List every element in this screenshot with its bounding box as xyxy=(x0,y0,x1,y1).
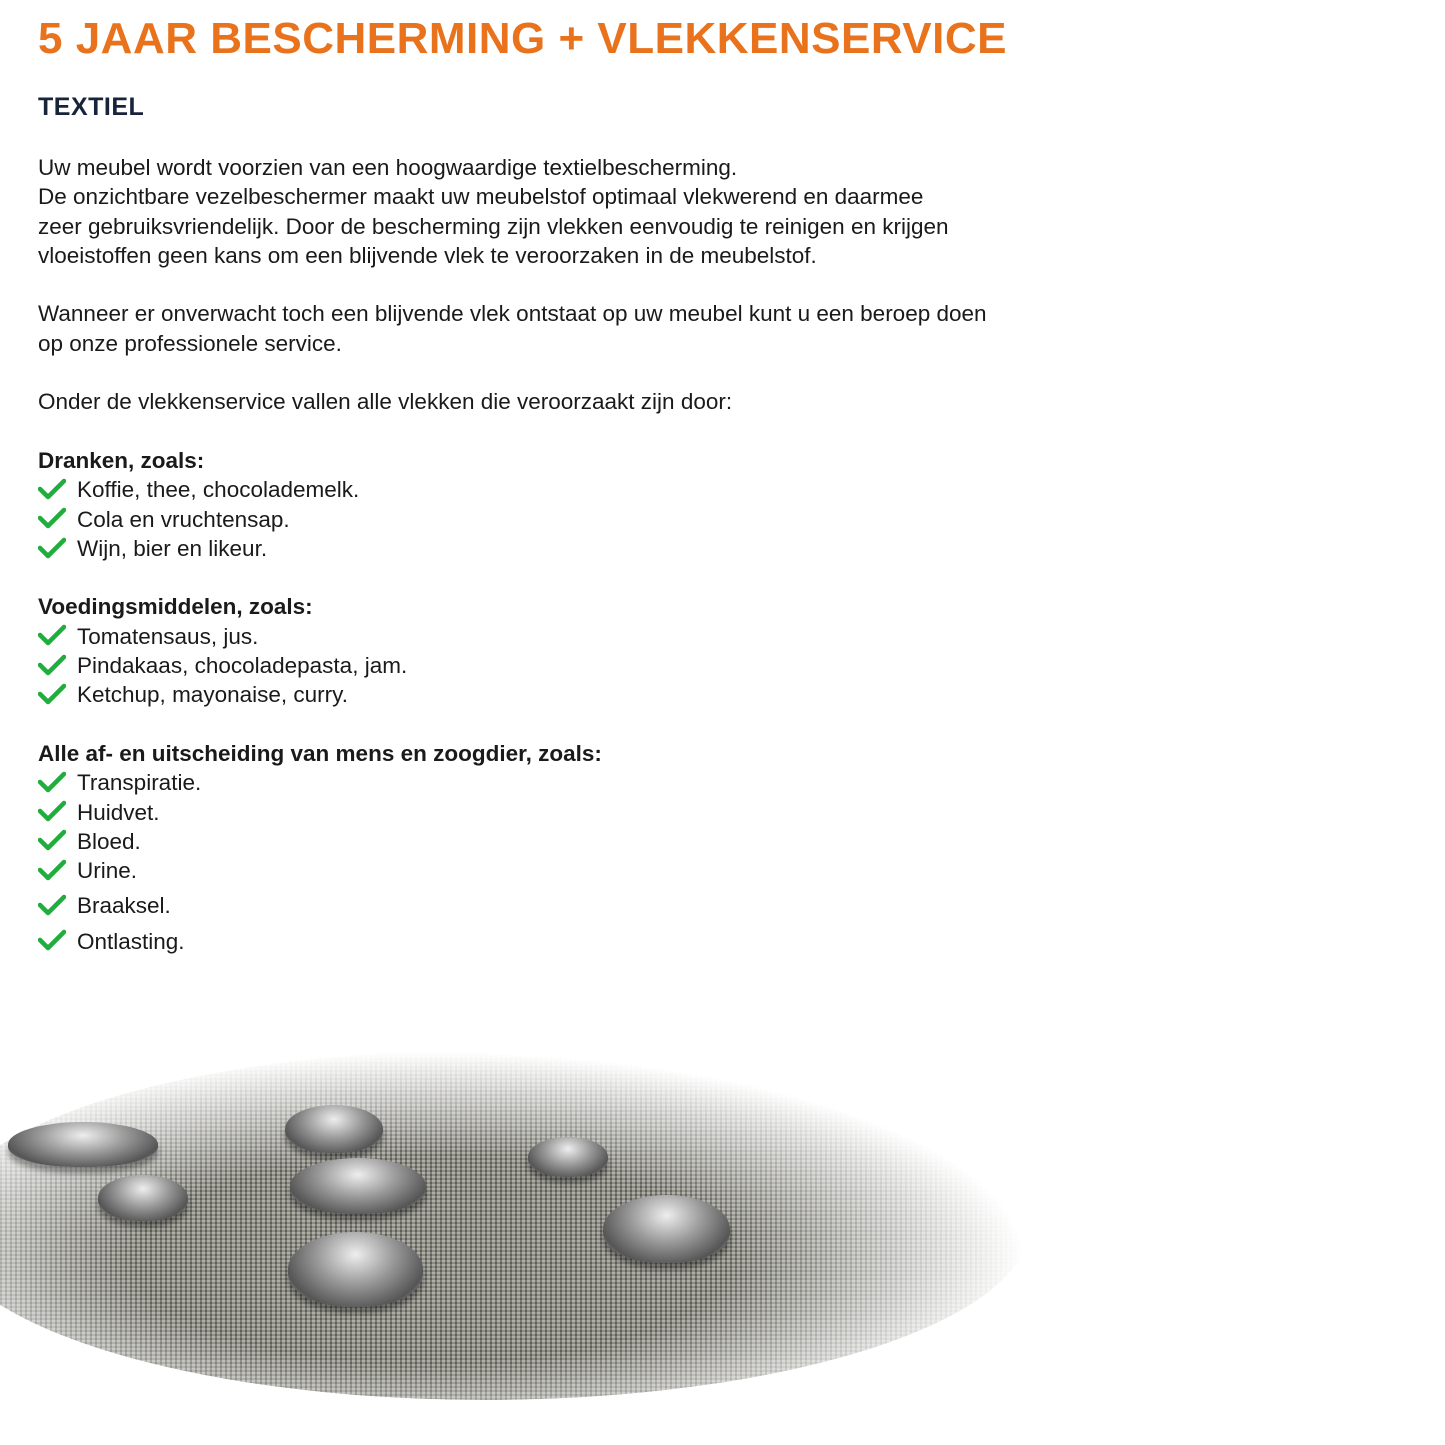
check-icon xyxy=(38,829,77,853)
section-heading: Voedingsmiddelen, zoals: xyxy=(38,594,313,620)
list-item-text: Cola en vruchtensap. xyxy=(77,506,290,532)
water-drop xyxy=(98,1175,188,1221)
section-subtitle: TEXTIEL xyxy=(38,93,145,121)
list-item xyxy=(38,827,987,856)
list-item xyxy=(38,891,987,920)
list-item xyxy=(38,505,987,534)
check-icon xyxy=(38,478,77,502)
check-icon xyxy=(38,654,77,678)
check-icon xyxy=(38,894,77,918)
water-drop xyxy=(290,1158,426,1214)
check-icon xyxy=(38,800,77,824)
section-heading: Alle af- en uitscheiding van mens en zoogdier, zoals: xyxy=(38,740,602,766)
water-drop xyxy=(8,1122,158,1167)
paragraph-line: op onze professionele service. xyxy=(38,330,342,356)
list-item xyxy=(38,622,987,651)
water-drop xyxy=(288,1232,423,1307)
list-item-text: Huidvet. xyxy=(77,799,160,825)
page-title: 5 JAAR BESCHERMING + VLEKKENSERVICE xyxy=(38,14,1007,63)
paragraph-line: zeer gebruiksvriendelijk. Door de bescherming zijn vlekken eenvoudig te reinigen en krijgen xyxy=(38,213,949,239)
list-item-text: Ontlasting. xyxy=(77,928,185,954)
list-item xyxy=(38,680,987,709)
list-item xyxy=(38,856,987,885)
water-drop xyxy=(528,1137,608,1177)
water-drop xyxy=(285,1105,383,1153)
document-body xyxy=(38,153,987,985)
list-item-text: Ketchup, mayonaise, curry. xyxy=(77,682,348,708)
list-item-text: Pindakaas, chocoladepasta, jam. xyxy=(77,653,408,679)
list-item-text: Koffie, thee, chocolademelk. xyxy=(77,477,360,503)
check-icon xyxy=(38,537,77,561)
paragraph-line: Onder de vlekkenservice vallen alle vlekken die veroorzaakt zijn door: xyxy=(38,389,733,415)
paragraph-line: Uw meubel wordt voorzien van een hoogwaardige textielbescherming. xyxy=(38,155,738,180)
list-item-text: Tomatensaus, jus. xyxy=(77,623,259,649)
list-item-text: Urine. xyxy=(77,858,138,884)
paragraph-line: vloeistoffen geen kans om een blijvende vlek te veroorzaken in de meubelstof. xyxy=(38,242,817,268)
list-item-text: Transpiratie. xyxy=(77,770,202,796)
paragraph-line: De onzichtbare vezelbeschermer maakt uw meubelstof optimaal vlekwerend en daarmee xyxy=(38,184,924,210)
check-icon xyxy=(38,507,77,531)
list-item xyxy=(38,651,987,680)
list-item xyxy=(38,927,987,956)
list-item xyxy=(38,534,987,563)
list-item-text: Wijn, bier en likeur. xyxy=(77,535,268,561)
list-item xyxy=(38,768,987,797)
check-icon xyxy=(38,771,77,795)
list-item-text: Bloed. xyxy=(77,828,141,854)
fabric-water-drops-image xyxy=(0,1050,1030,1400)
check-icon xyxy=(38,929,77,953)
section-heading: Dranken, zoals: xyxy=(38,447,205,473)
list-item xyxy=(38,475,987,504)
list-item-text: Braaksel. xyxy=(77,893,171,919)
check-icon xyxy=(38,683,77,707)
list-item xyxy=(38,798,987,827)
check-icon xyxy=(38,859,77,883)
paragraph-line: Wanneer er onverwacht toch een blijvende vlek ontstaat op uw meubel kunt u een beroep doen xyxy=(38,301,987,327)
water-drop xyxy=(603,1195,730,1263)
check-icon xyxy=(38,624,77,648)
